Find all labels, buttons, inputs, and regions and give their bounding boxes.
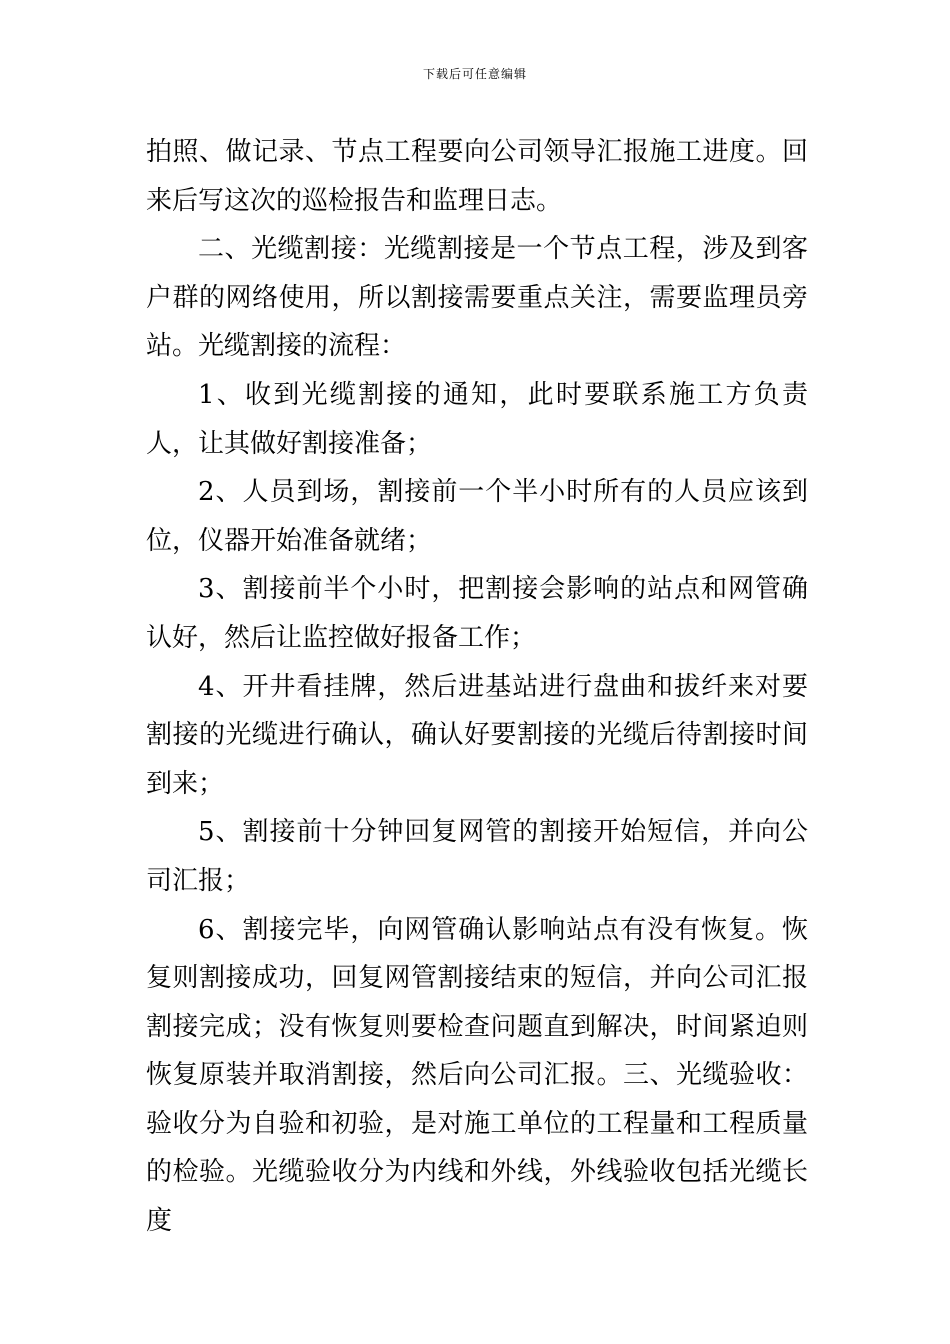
paragraph-step-1: 1、收到光缆割接的通知，此时要联系施工方负责人，让其做好割接准备； (146, 379, 808, 459)
paragraph-step-5: 5、割接前十分钟回复网管的割接开始短信，并向公司汇报； (146, 817, 808, 896)
paragraph-step-2: 2、人员到场，割接前一个半小时所有的人员应该到位，仪器开始准备就绪； (146, 477, 808, 556)
paragraph-cable-splicing-intro: 二、光缆割接：光缆割接是一个节点工程，涉及到客户群的网络使用，所以割接需要重点关注，需要监理员旁站。光缆割接的流程： (146, 234, 808, 362)
page-header: 下载后可任意编辑 (422, 67, 527, 81)
paragraph-step-4: 4、开井看挂牌，然后进基站进行盘曲和拔纤来对要割接的光缆进行确认，确认好要割接的光缆后待割接时间到来； (146, 671, 808, 799)
document-body (146, 128, 808, 1246)
paragraph-step-3: 3、割接前半个小时，把割接会影响的站点和网管确认好，然后让监控做好报备工作； (146, 574, 808, 653)
paragraph-inspection-report: 拍照、做记录、节点工程要向公司领导汇报施工进度。回来后写这次的巡检报告和监理日志。 (146, 137, 808, 216)
paragraph-step-6: 6、割接完毕，向网管确认影响站点有没有恢复。恢复则割接成功，回复网管割接结束的短信，并向公司汇报割接完成；没有恢复则要检查问题直到解决，时间紧迫则恢复原装并取消割接，然后向公司汇报。三、光缆验收：验收分为自验和初验，是对施工单位的工程量和工程质量的检验。光缆验收分为内线和外线，外线验收包括光缆长度 (146, 914, 808, 1237)
